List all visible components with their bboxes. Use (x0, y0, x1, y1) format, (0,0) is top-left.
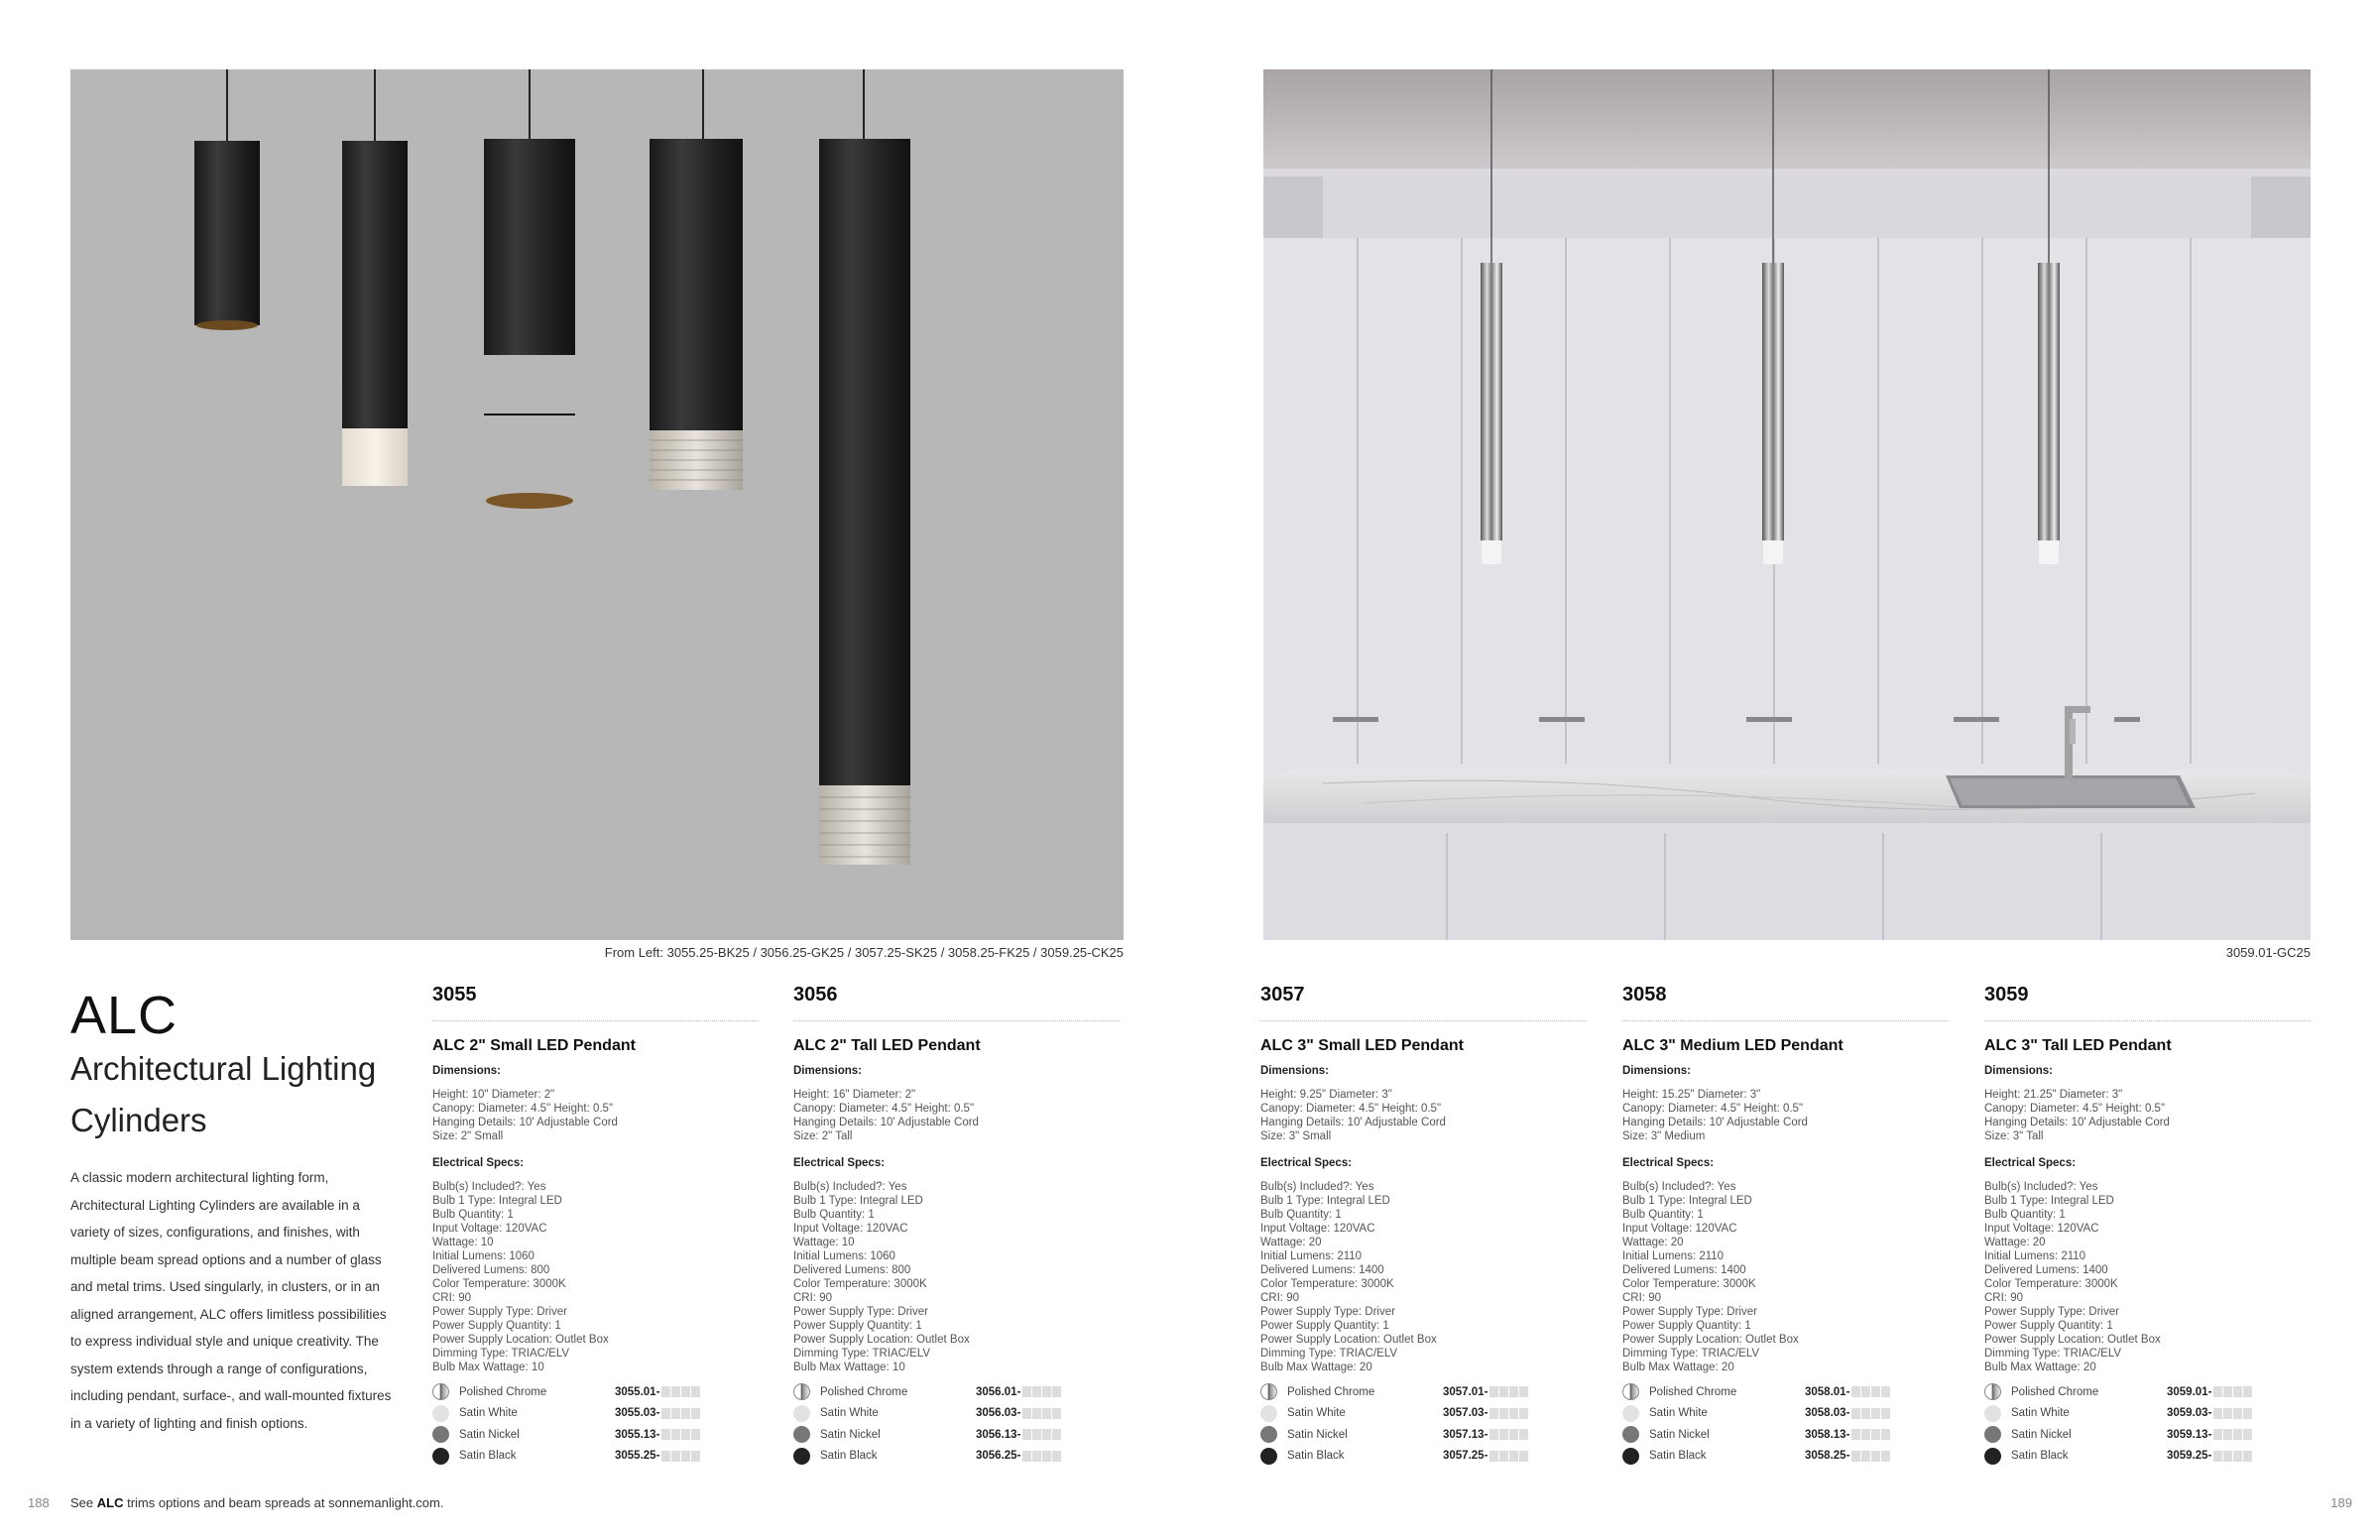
electrical-line: Initial Lumens: 2110 (1260, 1250, 1363, 1262)
code-suffix-boxes (1851, 1386, 1891, 1397)
finish-name: Satin Nickel (2011, 1428, 2072, 1441)
finish-swatch-chrome (1984, 1383, 2001, 1400)
product-name: ALC 3" Tall LED Pendant (1984, 1037, 2172, 1054)
product-column-3057 (1260, 984, 1587, 1467)
finish-swatch-nickel (1260, 1426, 1277, 1443)
code-suffix-boxes (1022, 1408, 1062, 1419)
finish-row (1260, 1403, 1587, 1425)
dimension-line: Height: 21.25" Diameter: 3" (1984, 1089, 2123, 1101)
electrical-line: Power Supply Type: Driver (793, 1306, 928, 1318)
dimension-line: Size: 2" Small (432, 1130, 504, 1142)
finish-options (793, 1381, 1120, 1467)
finish-code: 3055.13- (615, 1428, 660, 1441)
finish-code: 3058.25- (1805, 1450, 1850, 1463)
finish-name: Satin White (459, 1407, 518, 1420)
dimensions-heading: Dimensions: (1622, 1065, 1692, 1077)
electrical-line: Wattage: 10 (432, 1237, 494, 1248)
electrical-line: Power Supply Type: Driver (1260, 1306, 1395, 1318)
kitchen-scene-photo (1263, 69, 2311, 940)
dimension-line: Hanging Details: 10' Adjustable Cord (1260, 1117, 1446, 1128)
dimension-line: Height: 9.25" Diameter: 3" (1260, 1089, 1392, 1101)
code-suffix-boxes (1851, 1429, 1891, 1440)
collection-title: ALC (70, 986, 178, 1045)
left-photo-caption: From Left: 3055.25-BK25 / 3056.25-GK25 / 3057.25-SK25 / 3058.25-FK25 / 3059.25-CK25 (604, 945, 1124, 960)
electrical-line: Input Voltage: 120VAC (1622, 1223, 1737, 1235)
product-name: ALC 2" Tall LED Pendant (793, 1037, 981, 1054)
finish-code: 3055.01- (615, 1385, 660, 1398)
dimensions-list (1984, 1088, 2311, 1143)
finish-code: 3059.25- (2167, 1450, 2212, 1463)
finish-code: 3056.25- (976, 1450, 1021, 1463)
electrical-list (1260, 1180, 1587, 1374)
finish-row (432, 1446, 759, 1468)
finish-swatch-black (1622, 1448, 1639, 1465)
code-suffix-boxes (661, 1408, 701, 1419)
electrical-line: Bulb Max Wattage: 20 (1260, 1362, 1372, 1373)
finish-code: 3056.01- (976, 1385, 1021, 1398)
finish-code: 3059.01- (2167, 1385, 2212, 1398)
finish-row (1260, 1381, 1587, 1403)
electrical-line: CRI: 90 (432, 1292, 471, 1304)
dimensions-list (432, 1088, 759, 1143)
code-suffix-boxes (1022, 1429, 1062, 1440)
electrical-line: Power Supply Location: Outlet Box (432, 1334, 609, 1346)
finish-name: Polished Chrome (820, 1385, 908, 1398)
finish-code: 3057.13- (1443, 1428, 1488, 1441)
finish-row (1622, 1446, 1949, 1468)
code-suffix-boxes (2213, 1386, 2253, 1397)
finish-swatch-white (1260, 1405, 1277, 1422)
electrical-line: Dimming Type: TRIAC/ELV (1260, 1348, 1398, 1360)
finish-row (1984, 1446, 2311, 1468)
electrical-line: Initial Lumens: 1060 (793, 1250, 895, 1262)
dimension-line: Hanging Details: 10' Adjustable Cord (1622, 1117, 1808, 1128)
finish-name: Polished Chrome (459, 1385, 547, 1398)
electrical-line: Bulb Quantity: 1 (1622, 1209, 1704, 1221)
dimension-line: Hanging Details: 10' Adjustable Cord (432, 1117, 618, 1128)
electrical-heading: Electrical Specs: (1260, 1157, 1353, 1169)
electrical-line: Initial Lumens: 2110 (1622, 1250, 1725, 1262)
electrical-heading: Electrical Specs: (1622, 1157, 1715, 1169)
electrical-line: Color Temperature: 3000K (793, 1278, 927, 1290)
electrical-line: Power Supply Location: Outlet Box (1984, 1334, 2161, 1346)
electrical-line: Power Supply Type: Driver (1622, 1306, 1757, 1318)
code-suffix-boxes (1489, 1408, 1529, 1419)
electrical-line: Dimming Type: TRIAC/ELV (432, 1348, 570, 1360)
finish-swatch-chrome (432, 1383, 449, 1400)
finish-name: Satin Nickel (820, 1428, 881, 1441)
code-suffix-boxes (661, 1386, 701, 1397)
page-number-left: 188 (28, 1495, 50, 1510)
electrical-line: Bulb 1 Type: Integral LED (1622, 1195, 1752, 1207)
electrical-line: Bulb Quantity: 1 (1260, 1209, 1342, 1221)
electrical-line: Initial Lumens: 1060 (432, 1250, 535, 1262)
code-suffix-boxes (1489, 1386, 1529, 1397)
electrical-list (1984, 1180, 2311, 1374)
product-number: 3058 (1622, 984, 1949, 1021)
electrical-line: Bulb(s) Included?: Yes (1622, 1181, 1736, 1193)
electrical-line: CRI: 90 (1622, 1292, 1661, 1304)
dimensions-heading: Dimensions: (1260, 1065, 1330, 1077)
finish-row (1622, 1381, 1949, 1403)
electrical-line: Bulb(s) Included?: Yes (1984, 1181, 2098, 1193)
finish-name: Satin Black (459, 1450, 517, 1463)
finish-swatch-white (793, 1405, 810, 1422)
electrical-line: Bulb Quantity: 1 (432, 1209, 514, 1221)
product-column-3058 (1622, 984, 1949, 1467)
electrical-line: Bulb Max Wattage: 10 (793, 1362, 905, 1373)
electrical-line: Wattage: 20 (1984, 1237, 2046, 1248)
product-number: 3057 (1260, 984, 1587, 1021)
electrical-line: Wattage: 20 (1260, 1237, 1322, 1248)
code-suffix-boxes (1022, 1451, 1062, 1462)
electrical-line: Bulb 1 Type: Integral LED (1984, 1195, 2114, 1207)
electrical-line: Bulb Max Wattage: 20 (1622, 1362, 1734, 1373)
electrical-line: CRI: 90 (1260, 1292, 1299, 1304)
electrical-line: Bulb Quantity: 1 (793, 1209, 875, 1221)
electrical-line: Color Temperature: 3000K (1622, 1278, 1756, 1290)
code-suffix-boxes (661, 1451, 701, 1462)
electrical-line: Delivered Lumens: 1400 (1260, 1264, 1384, 1276)
electrical-line: Wattage: 20 (1622, 1237, 1684, 1248)
finish-swatch-nickel (432, 1426, 449, 1443)
finish-row (793, 1446, 1120, 1468)
finish-row (1984, 1381, 2311, 1403)
finish-swatch-nickel (793, 1426, 810, 1443)
finish-name: Satin Black (1287, 1450, 1345, 1463)
dimension-line: Canopy: Diameter: 4.5" Height: 0.5" (1984, 1103, 2166, 1115)
finish-code: 3057.01- (1443, 1385, 1488, 1398)
electrical-line: Power Supply Quantity: 1 (793, 1320, 922, 1332)
footer-note (70, 1495, 443, 1510)
electrical-line: Dimming Type: TRIAC/ELV (1622, 1348, 1760, 1360)
electrical-line: Bulb Max Wattage: 20 (1984, 1362, 2096, 1373)
electrical-line: Input Voltage: 120VAC (1984, 1223, 2099, 1235)
dimensions-heading: Dimensions: (1984, 1065, 2054, 1077)
dimension-line: Size: 3" Tall (1984, 1130, 2044, 1142)
footer-note-bold: ALC (96, 1495, 124, 1510)
dimension-line: Size: 2" Tall (793, 1130, 853, 1142)
electrical-line: CRI: 90 (1984, 1292, 2023, 1304)
finish-name: Satin Nickel (1649, 1428, 1710, 1441)
finish-name: Satin Nickel (1287, 1428, 1348, 1441)
electrical-line: Power Supply Quantity: 1 (432, 1320, 561, 1332)
finish-name: Polished Chrome (2011, 1385, 2099, 1398)
finish-swatch-chrome (1622, 1383, 1639, 1400)
electrical-list (1622, 1180, 1949, 1374)
electrical-line: Wattage: 10 (793, 1237, 855, 1248)
finish-row (1260, 1424, 1587, 1446)
finish-options (1984, 1381, 2311, 1467)
finish-row (432, 1381, 759, 1403)
finish-swatch-black (432, 1448, 449, 1465)
pendants-product-photo (70, 69, 1124, 940)
footer-note-suffix: trims options and beam spreads at sonnemanlight.com. (123, 1495, 444, 1510)
finish-swatch-chrome (1260, 1383, 1277, 1400)
finish-code: 3056.03- (976, 1407, 1021, 1420)
finish-row (1984, 1424, 2311, 1446)
electrical-line: Power Supply Quantity: 1 (1984, 1320, 2113, 1332)
electrical-line: Bulb Quantity: 1 (1984, 1209, 2066, 1221)
electrical-list (793, 1180, 1120, 1374)
dimensions-heading: Dimensions: (793, 1065, 863, 1077)
code-suffix-boxes (1489, 1451, 1529, 1462)
dimensions-list (1260, 1088, 1587, 1143)
electrical-line: Dimming Type: TRIAC/ELV (793, 1348, 931, 1360)
code-suffix-boxes (1851, 1408, 1891, 1419)
finish-code: 3059.13- (2167, 1428, 2212, 1441)
dimensions-list (793, 1088, 1120, 1143)
right-photo-caption: 3059.01-GC25 (2225, 945, 2311, 960)
electrical-line: Delivered Lumens: 1400 (1622, 1264, 1746, 1276)
finish-name: Satin White (820, 1407, 879, 1420)
finish-row (793, 1403, 1120, 1425)
product-column-3059 (1984, 984, 2311, 1467)
finish-options (1622, 1381, 1949, 1467)
electrical-line: Color Temperature: 3000K (1984, 1278, 2118, 1290)
product-number: 3056 (793, 984, 1120, 1021)
product-number: 3055 (432, 984, 759, 1021)
pendants-illustration (70, 69, 1124, 940)
dimension-line: Size: 3" Small (1260, 1130, 1332, 1142)
electrical-line: Bulb(s) Included?: Yes (793, 1181, 907, 1193)
dimension-line: Height: 10" Diameter: 2" (432, 1089, 555, 1101)
finish-options (432, 1381, 759, 1467)
finish-swatch-white (432, 1405, 449, 1422)
code-suffix-boxes (1489, 1429, 1529, 1440)
dimension-line: Size: 3" Medium (1622, 1130, 1706, 1142)
finish-swatch-black (793, 1448, 810, 1465)
electrical-line: Power Supply Type: Driver (432, 1306, 567, 1318)
dimension-line: Height: 16" Diameter: 2" (793, 1089, 916, 1101)
dimension-line: Canopy: Diameter: 4.5" Height: 0.5" (1622, 1103, 1804, 1115)
finish-swatch-nickel (1622, 1426, 1639, 1443)
finish-swatch-white (1622, 1405, 1639, 1422)
electrical-line: Color Temperature: 3000K (432, 1278, 566, 1290)
electrical-list (432, 1180, 759, 1374)
electrical-heading: Electrical Specs: (1984, 1157, 2077, 1169)
finish-row (793, 1381, 1120, 1403)
finish-swatch-black (1260, 1448, 1277, 1465)
dimension-line: Canopy: Diameter: 4.5" Height: 0.5" (432, 1103, 614, 1115)
electrical-line: Bulb(s) Included?: Yes (432, 1181, 546, 1193)
electrical-line: Input Voltage: 120VAC (793, 1223, 908, 1235)
product-name: ALC 2" Small LED Pendant (432, 1037, 636, 1054)
dimension-line: Hanging Details: 10' Adjustable Cord (1984, 1117, 2170, 1128)
code-suffix-boxes (661, 1429, 701, 1440)
finish-code: 3057.25- (1443, 1450, 1488, 1463)
electrical-line: CRI: 90 (793, 1292, 832, 1304)
electrical-heading: Electrical Specs: (432, 1157, 525, 1169)
finish-swatch-nickel (1984, 1426, 2001, 1443)
electrical-heading: Electrical Specs: (793, 1157, 886, 1169)
electrical-line: Power Supply Type: Driver (1984, 1306, 2119, 1318)
electrical-line: Delivered Lumens: 1400 (1984, 1264, 2108, 1276)
finish-code: 3058.13- (1805, 1428, 1850, 1441)
finish-name: Satin White (1287, 1407, 1346, 1420)
finish-swatch-black (1984, 1448, 2001, 1465)
product-column-3056 (793, 984, 1120, 1467)
dimensions-list (1622, 1088, 1949, 1143)
dimension-line: Canopy: Diameter: 4.5" Height: 0.5" (793, 1103, 975, 1115)
finish-name: Satin Black (1649, 1450, 1707, 1463)
product-column-3055 (432, 984, 759, 1467)
finish-code: 3056.13- (976, 1428, 1021, 1441)
finish-row (1260, 1446, 1587, 1468)
electrical-line: Dimming Type: TRIAC/ELV (1984, 1348, 2122, 1360)
page-number-right: 189 (2330, 1495, 2352, 1510)
finish-swatch-white (1984, 1405, 2001, 1422)
electrical-line: Power Supply Location: Outlet Box (1622, 1334, 1799, 1346)
finish-code: 3055.03- (615, 1407, 660, 1420)
finish-name: Satin White (2011, 1407, 2070, 1420)
electrical-line: Initial Lumens: 2110 (1984, 1250, 2086, 1262)
electrical-line: Input Voltage: 120VAC (432, 1223, 547, 1235)
kitchen-illustration (1263, 69, 2311, 940)
finish-row (432, 1403, 759, 1425)
electrical-line: Bulb 1 Type: Integral LED (432, 1195, 562, 1207)
footer-note-prefix: See (70, 1495, 97, 1510)
finish-name: Satin White (1649, 1407, 1708, 1420)
finish-name: Satin Nickel (459, 1428, 520, 1441)
electrical-line: Bulb(s) Included?: Yes (1260, 1181, 1374, 1193)
electrical-line: Bulb Max Wattage: 10 (432, 1362, 544, 1373)
finish-name: Polished Chrome (1287, 1385, 1375, 1398)
product-name: ALC 3" Small LED Pendant (1260, 1037, 1464, 1054)
electrical-line: Bulb 1 Type: Integral LED (1260, 1195, 1390, 1207)
finish-code: 3058.03- (1805, 1407, 1850, 1420)
finish-row (1622, 1403, 1949, 1425)
finish-options (1260, 1381, 1587, 1467)
electrical-line: Power Supply Quantity: 1 (1260, 1320, 1389, 1332)
product-number: 3059 (1984, 984, 2311, 1021)
code-suffix-boxes (2213, 1429, 2253, 1440)
finish-row (432, 1424, 759, 1446)
electrical-line: Bulb 1 Type: Integral LED (793, 1195, 923, 1207)
electrical-line: Power Supply Location: Outlet Box (793, 1334, 970, 1346)
collection-subtitle: Architectural Lighting Cylinders (70, 1050, 377, 1138)
electrical-line: Input Voltage: 120VAC (1260, 1223, 1375, 1235)
dimensions-heading: Dimensions: (432, 1065, 502, 1077)
finish-code: 3058.01- (1805, 1385, 1850, 1398)
electrical-line: Delivered Lumens: 800 (432, 1264, 550, 1276)
finish-name: Satin Black (2011, 1450, 2069, 1463)
code-suffix-boxes (2213, 1451, 2253, 1462)
electrical-line: Delivered Lumens: 800 (793, 1264, 911, 1276)
code-suffix-boxes (1022, 1386, 1062, 1397)
finish-row (1984, 1403, 2311, 1425)
electrical-line: Color Temperature: 3000K (1260, 1278, 1394, 1290)
finish-name: Polished Chrome (1649, 1385, 1737, 1398)
finish-row (1622, 1424, 1949, 1446)
dimension-line: Height: 15.25" Diameter: 3" (1622, 1089, 1761, 1101)
finish-row (793, 1424, 1120, 1446)
finish-name: Satin Black (820, 1450, 878, 1463)
code-suffix-boxes (1851, 1451, 1891, 1462)
finish-code: 3055.25- (615, 1450, 660, 1463)
electrical-line: Power Supply Quantity: 1 (1622, 1320, 1751, 1332)
finish-swatch-chrome (793, 1383, 810, 1400)
electrical-line: Power Supply Location: Outlet Box (1260, 1334, 1437, 1346)
dimension-line: Canopy: Diameter: 4.5" Height: 0.5" (1260, 1103, 1442, 1115)
product-name: ALC 3" Medium LED Pendant (1622, 1037, 1844, 1054)
collection-description: A classic modern architectural lighting form, Architectural Lighting Cylinders are available in a variety of sizes, configurations, and finishes, with multiple beam spread options and a number of glass and metal trims. Used singularly, in clusters, or in an aligned arrangement, ALC offers limitless possibilities to express individual style and unique creativity. The system extends through a range of configurations, including pendant, surface-, and wall-mounted fixtures in a variety of lighting and finish options. (70, 1170, 392, 1431)
code-suffix-boxes (2213, 1408, 2253, 1419)
finish-code: 3057.03- (1443, 1407, 1488, 1420)
finish-code: 3059.03- (2167, 1407, 2212, 1420)
dimension-line: Hanging Details: 10' Adjustable Cord (793, 1117, 979, 1128)
